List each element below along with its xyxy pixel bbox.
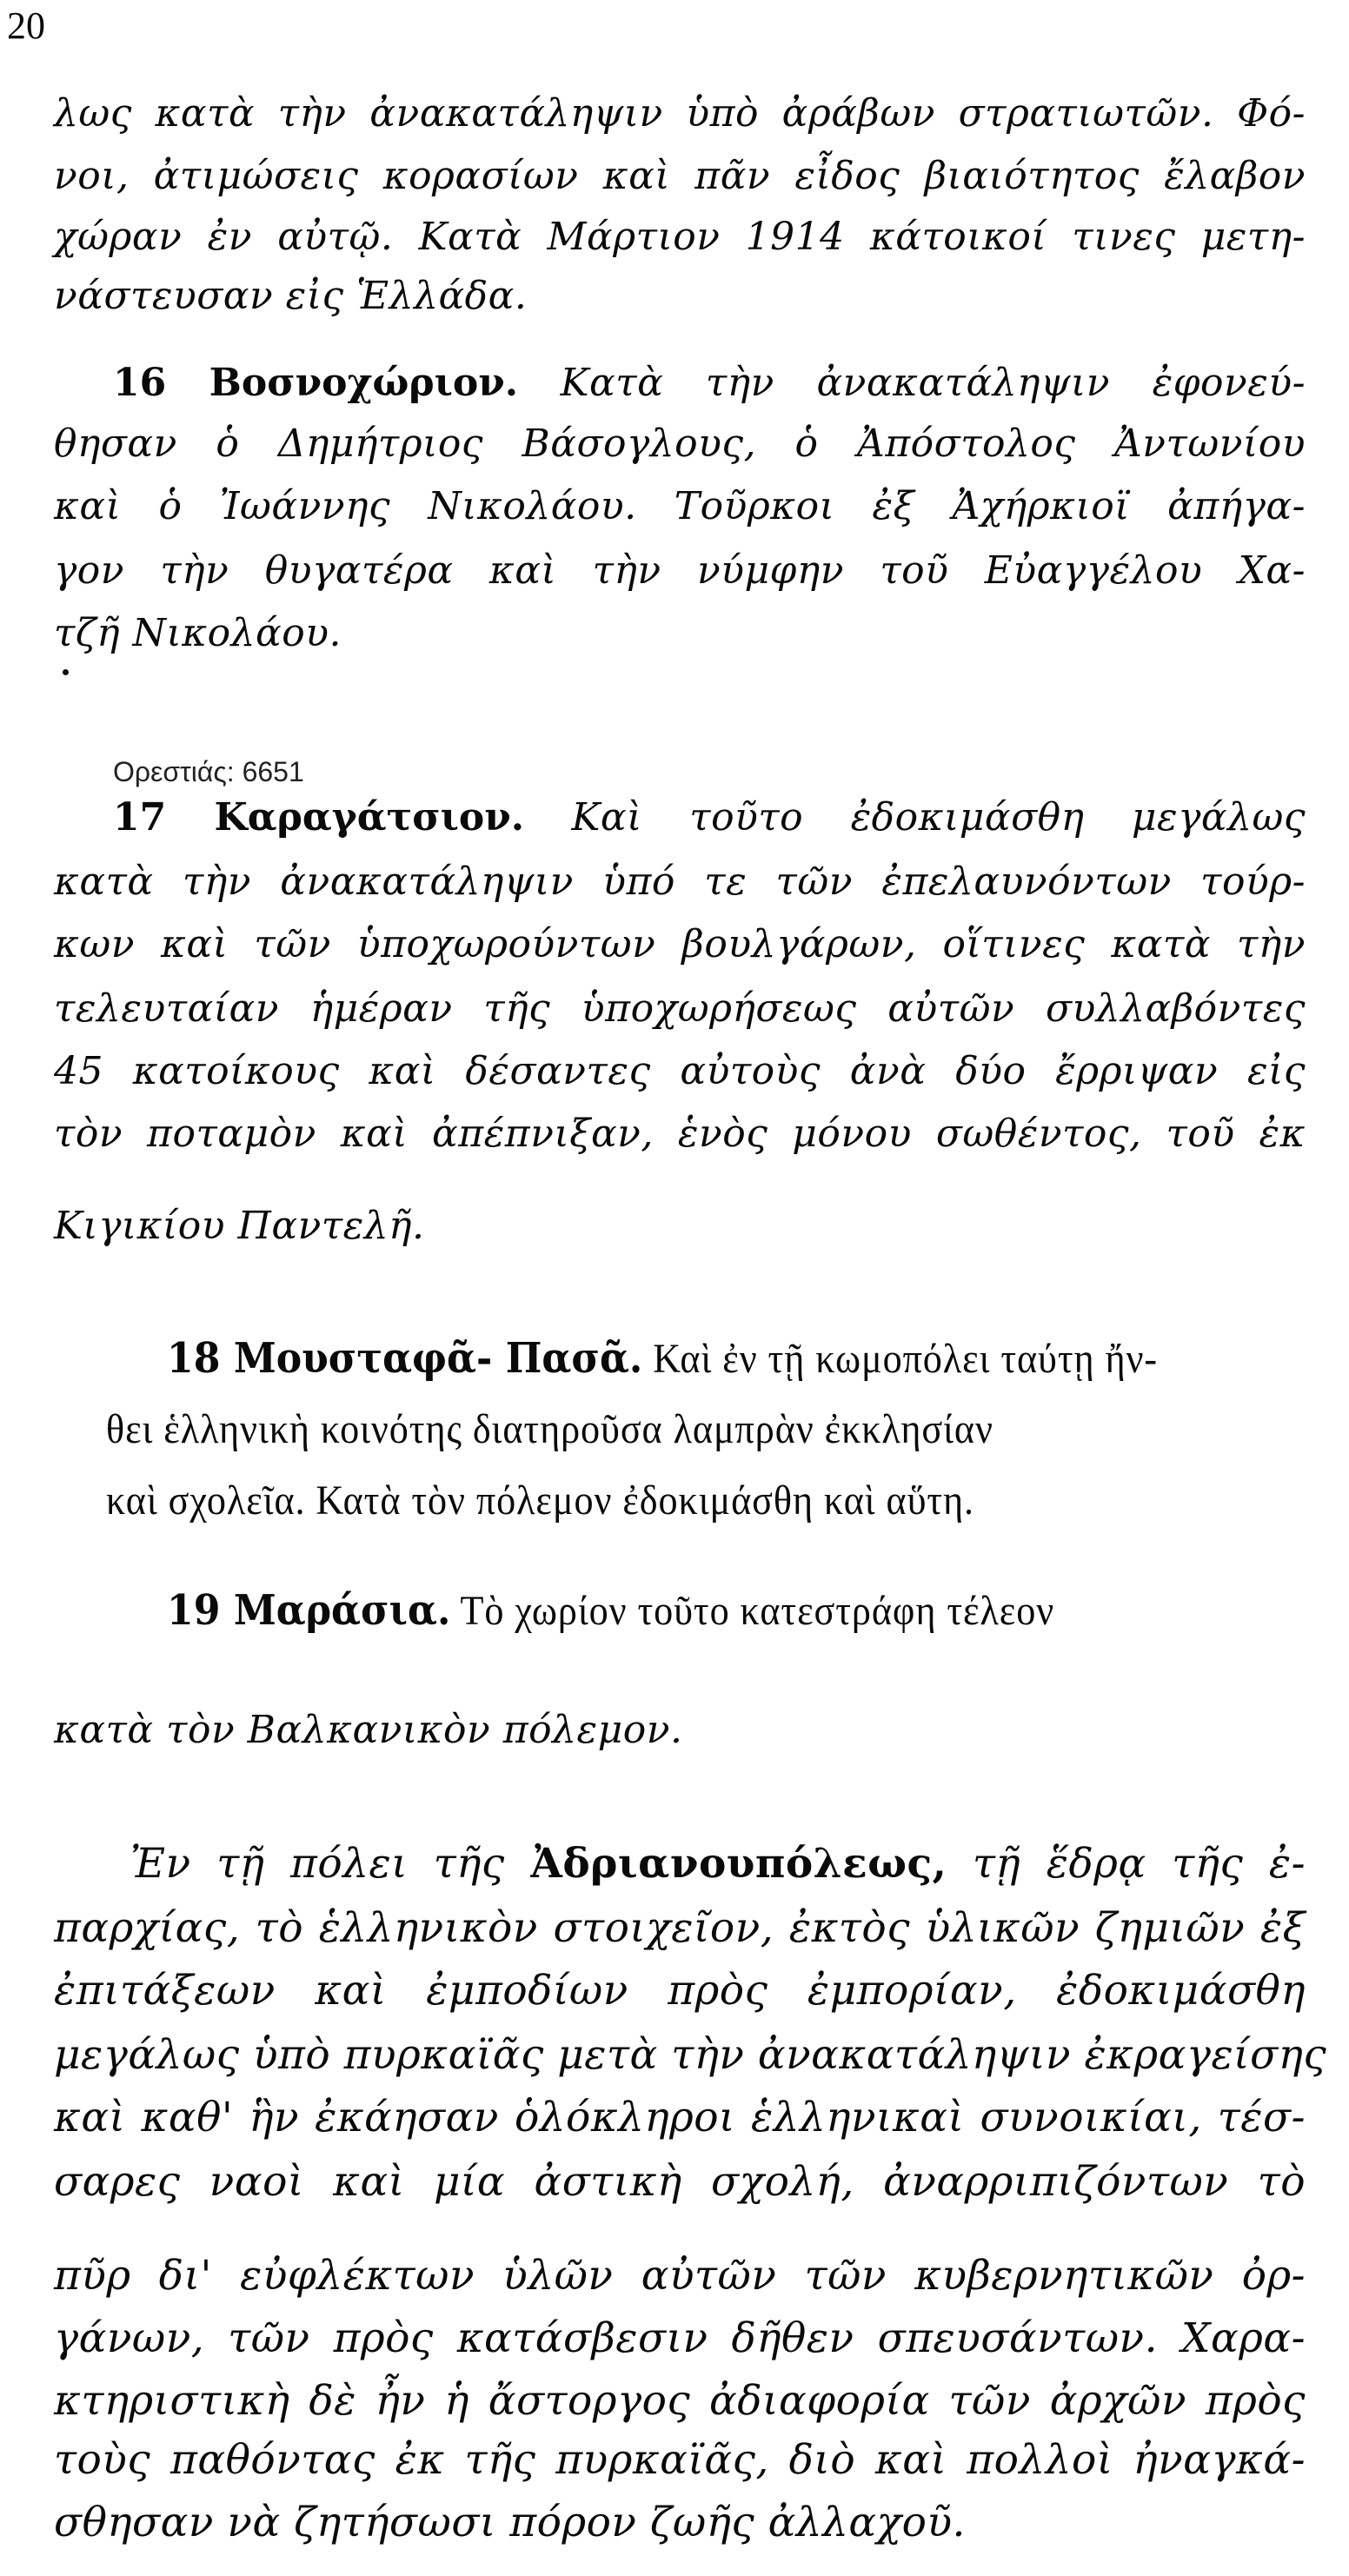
text-line: 45 κατοίκους καὶ δέσαντες αὐτοὺς ἀνὰ δύο ἔρριψαν εἰς: [54, 1049, 1306, 1093]
page-number: 20: [7, 4, 45, 47]
text-line: θησαν ὁ Δημήτριος Βάσογλους, ὁ Ἀπόστολος Ἀντωνίου: [54, 422, 1306, 466]
text-line: ἐπιτάξεων καὶ ἐμποδίων πρὸς ἐμπορίαν, ἐδοκιμάσθη: [54, 1967, 1306, 2015]
text-line: γάνων, τῶν πρὸς κατάσβεσιν δῆθεν σπευσάντων. Χαρα-: [54, 2314, 1306, 2362]
text-line: κων καὶ τῶν ὑποχωρούντων βουλγάρων, οἵτινες κατὰ τὴν: [54, 922, 1306, 966]
text-line: τελευταίαν ἡμέραν τῆς ὑποχωρήσεως αὐτῶν συλλαβόντες: [54, 986, 1306, 1031]
text-line: χώραν ἐν αὐτῷ. Κατὰ Μάρτιον 1914 κάτοικοί τινες μετη-: [54, 215, 1306, 259]
entry-heading: 19 Μαράσια.: [167, 1586, 451, 1635]
text-line: τζῆ Νικολάου.: [54, 611, 342, 655]
text-line: παρχίας, τὸ ἑλληνικὸν στοιχεῖον, ἐκτὸς ὑλικῶν ζημιῶν ἐξ: [54, 1904, 1306, 1952]
entry-heading: 18 Μουσταφᾶ- Πασᾶ.: [167, 1334, 643, 1383]
library-stamp: Ορεστιάς: 6651: [113, 756, 304, 787]
entry-18-first-line: [167, 1330, 1349, 1388]
text-line: νοι, ἀτιμώσεις κορασίων καὶ πᾶν εἶδος βιαιότητος ἔλαβον: [54, 154, 1306, 198]
text-span: τῇ ἕδρᾳ τῆς ἐ-: [947, 1840, 1306, 1888]
text-line: σθησαν νὰ ζητήσωσι πόρον ζωῆς ἀλλαχοῦ.: [54, 2499, 966, 2546]
ink-dot: [63, 669, 69, 675]
text-line: Κιγικίου Παντελῆ.: [54, 1204, 425, 1248]
text-span: Καὶ τοῦτο ἐδοκιμάσθη μεγάλως: [524, 795, 1306, 840]
text-span: Ἐν τῇ πόλει τῆς: [130, 1840, 531, 1888]
text-line: κατὰ τὸν Βαλκανικὸν πόλεμον.: [54, 1708, 683, 1752]
text-line: κτηριστικὴ δὲ ἦν ἡ ἄστοργος ἀδιαφορία τῶν ἀρχῶν πρὸς: [54, 2377, 1306, 2425]
text-span: Καὶ ἐν τῇ κωμοπόλει ταύτῃ ἤν-: [642, 1336, 1159, 1382]
text-span: Κατὰ τὴν ἀνακατάληψιν ἐφονεύ-: [518, 361, 1306, 405]
text-line: θει ἑλληνικὴ κοινότης διατηροῦσα λαμπρὰν ἐκκλησίαν: [106, 1406, 993, 1452]
entry-16-first-line: [113, 355, 1306, 412]
text-line: κατὰ τὴν ἀνακατάληψιν ὑπό τε τῶν ἐπελαυνόντων τούρ-: [54, 860, 1306, 904]
text-line: τὸν ποταμὸν καὶ ἀπέπνιξαν, ἑνὸς μόνου σωθέντος, τοῦ ἐκ: [54, 1112, 1306, 1156]
text-line: γον τὴν θυγατέρα καὶ τὴν νύμφην τοῦ Εὐαγγέλου Χα-: [54, 548, 1306, 593]
text-line: λως κατὰ τὴν ἀνακατάληψιν ὑπὸ ἀράβων στρατιωτῶν. Φό-: [54, 91, 1306, 136]
entry-heading: 16 Βοσνοχώριον.: [113, 361, 519, 405]
text-line: καὶ σχολεῖα. Κατὰ τὸν πόλεμον ἐδοκιμάσθη καὶ αὕτη.: [106, 1477, 975, 1524]
text-line: καὶ ὁ Ἰωάννης Νικολάου. Τοῦρκοι ἐξ Ἀχήρκιοϊ ἀπήγα-: [54, 484, 1306, 528]
text-line: καὶ καθ' ἣν ἐκάησαν ὁλόκληροι ἑλληνικαὶ συνοικίαι, τέσ-: [54, 2094, 1306, 2141]
text-line: νάστευσαν εἰς Ἑλλάδα.: [54, 274, 528, 318]
text-line: μεγάλως ὑπὸ πυρκαϊᾶς μετὰ τὴν ἀνακατάληψιν ἐκραγείσης: [54, 2031, 1327, 2079]
entry-19-first-line: [167, 1582, 1349, 1640]
text-line: τοὺς παθόντας ἐκ τῆς πυρκαϊᾶς, διὸ καὶ πολλοὶ ἠναγκά-: [54, 2436, 1306, 2484]
entry-17-first-line: [113, 789, 1306, 846]
bold-placename: Ἀδριανουπόλεως,: [530, 1840, 947, 1888]
paragraph-first-line: [130, 1836, 1306, 1893]
text-span: Τὸ χωρίον τοῦτο κατεστράφη τέλεον: [450, 1588, 1055, 1634]
text-line: πῦρ δι' εὐφλέκτων ὑλῶν αὐτῶν τῶν κυβερνητικῶν ὀρ-: [54, 2252, 1306, 2300]
text-line: σαρες ναοὶ καὶ μία ἀστικὴ σχολή, ἀναρριπιζόντων τὸ: [54, 2158, 1306, 2206]
entry-heading: 17 Καραγάτσιον.: [113, 795, 525, 840]
